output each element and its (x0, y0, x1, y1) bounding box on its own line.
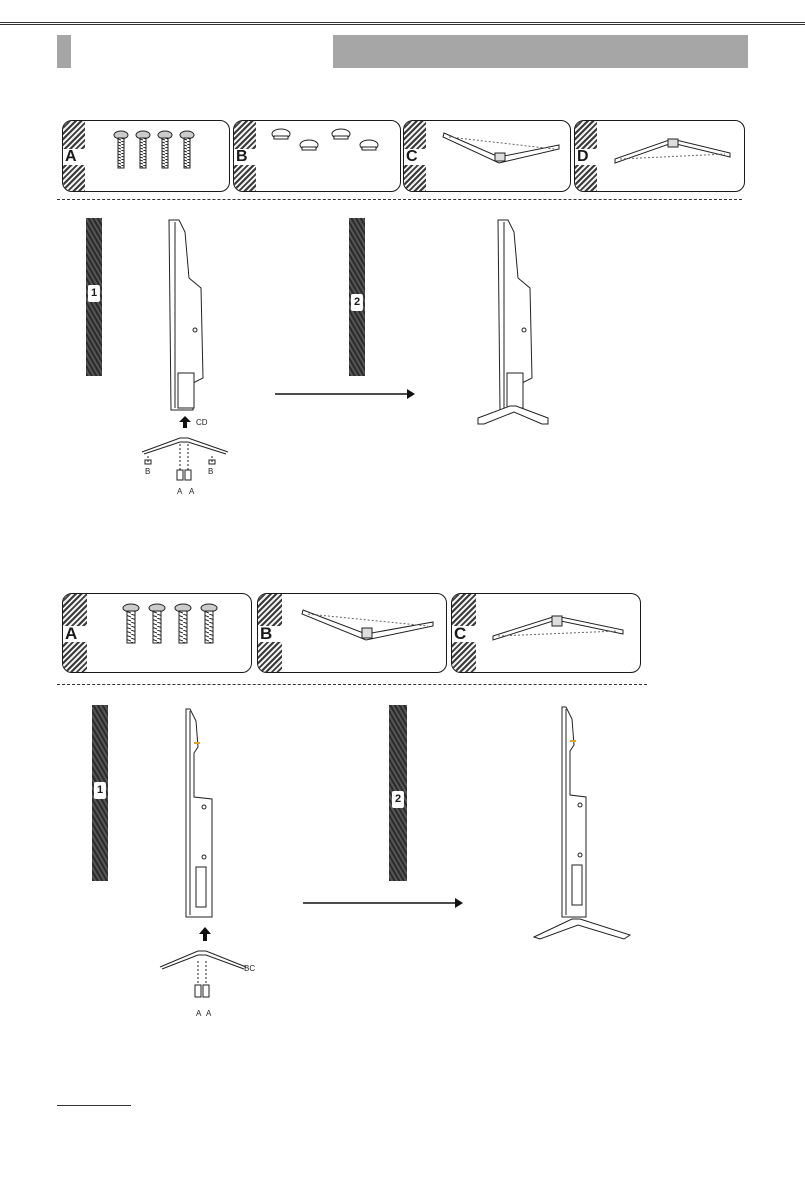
caps-icon (269, 127, 389, 167)
step-strip-1 (92, 705, 108, 881)
separator (57, 684, 647, 685)
step-strip-2 (389, 705, 407, 881)
footnote-rule (57, 1105, 131, 1106)
top-rule (0, 22, 805, 23)
stand-leg-icon (610, 131, 735, 171)
label-b-right: B (208, 467, 214, 476)
label-a-right: A (189, 487, 195, 496)
part-letter: A (65, 624, 78, 643)
step-number: 2 (351, 294, 363, 311)
label-a-left: A (177, 487, 183, 496)
stand-exploded (140, 430, 230, 490)
part-box-d (574, 120, 745, 192)
part-box-c (451, 593, 641, 673)
step-number: 2 (392, 791, 404, 808)
stand-leg-icon (439, 127, 564, 177)
part-box-a (62, 120, 230, 192)
part-letter: C (454, 624, 467, 643)
step-strip-1 (86, 218, 102, 376)
separator (57, 199, 742, 200)
arrow-up-icon (179, 416, 191, 428)
step-strip-2 (349, 218, 365, 376)
part-letter: B (260, 624, 273, 643)
part-letter: B (236, 148, 248, 165)
part-box-b (233, 120, 401, 192)
stand-leg-icon (298, 604, 438, 654)
tv-side-view (165, 218, 225, 418)
label-bc: BC (244, 964, 256, 973)
label-b-left: B (145, 467, 151, 476)
step-number: 1 (94, 782, 106, 799)
tv-side-view (180, 707, 230, 922)
part-letter: A (65, 148, 77, 165)
label-a-left: A (196, 1009, 202, 1018)
screws-icon (111, 602, 231, 652)
label-a-right: A (206, 1009, 212, 1018)
header-bar (333, 35, 748, 68)
tv-assembled-side (528, 705, 638, 941)
part-box-a (62, 593, 252, 673)
part-letter: D (577, 148, 589, 165)
label-cd: CD (196, 418, 208, 427)
screws-icon (103, 129, 203, 179)
arrow-right-icon (275, 388, 415, 400)
part-box-c (403, 120, 571, 192)
tv-assembled-side (472, 218, 552, 430)
header-tab (57, 35, 71, 68)
arrow-right-icon (303, 897, 463, 909)
part-letter: C (406, 148, 418, 165)
top-rule-2 (0, 24, 805, 25)
stand-exploded (158, 945, 248, 1005)
step-number: 1 (88, 285, 100, 302)
part-box-b (257, 593, 447, 673)
arrow-up-icon (199, 927, 211, 941)
stand-leg-icon (488, 608, 628, 648)
